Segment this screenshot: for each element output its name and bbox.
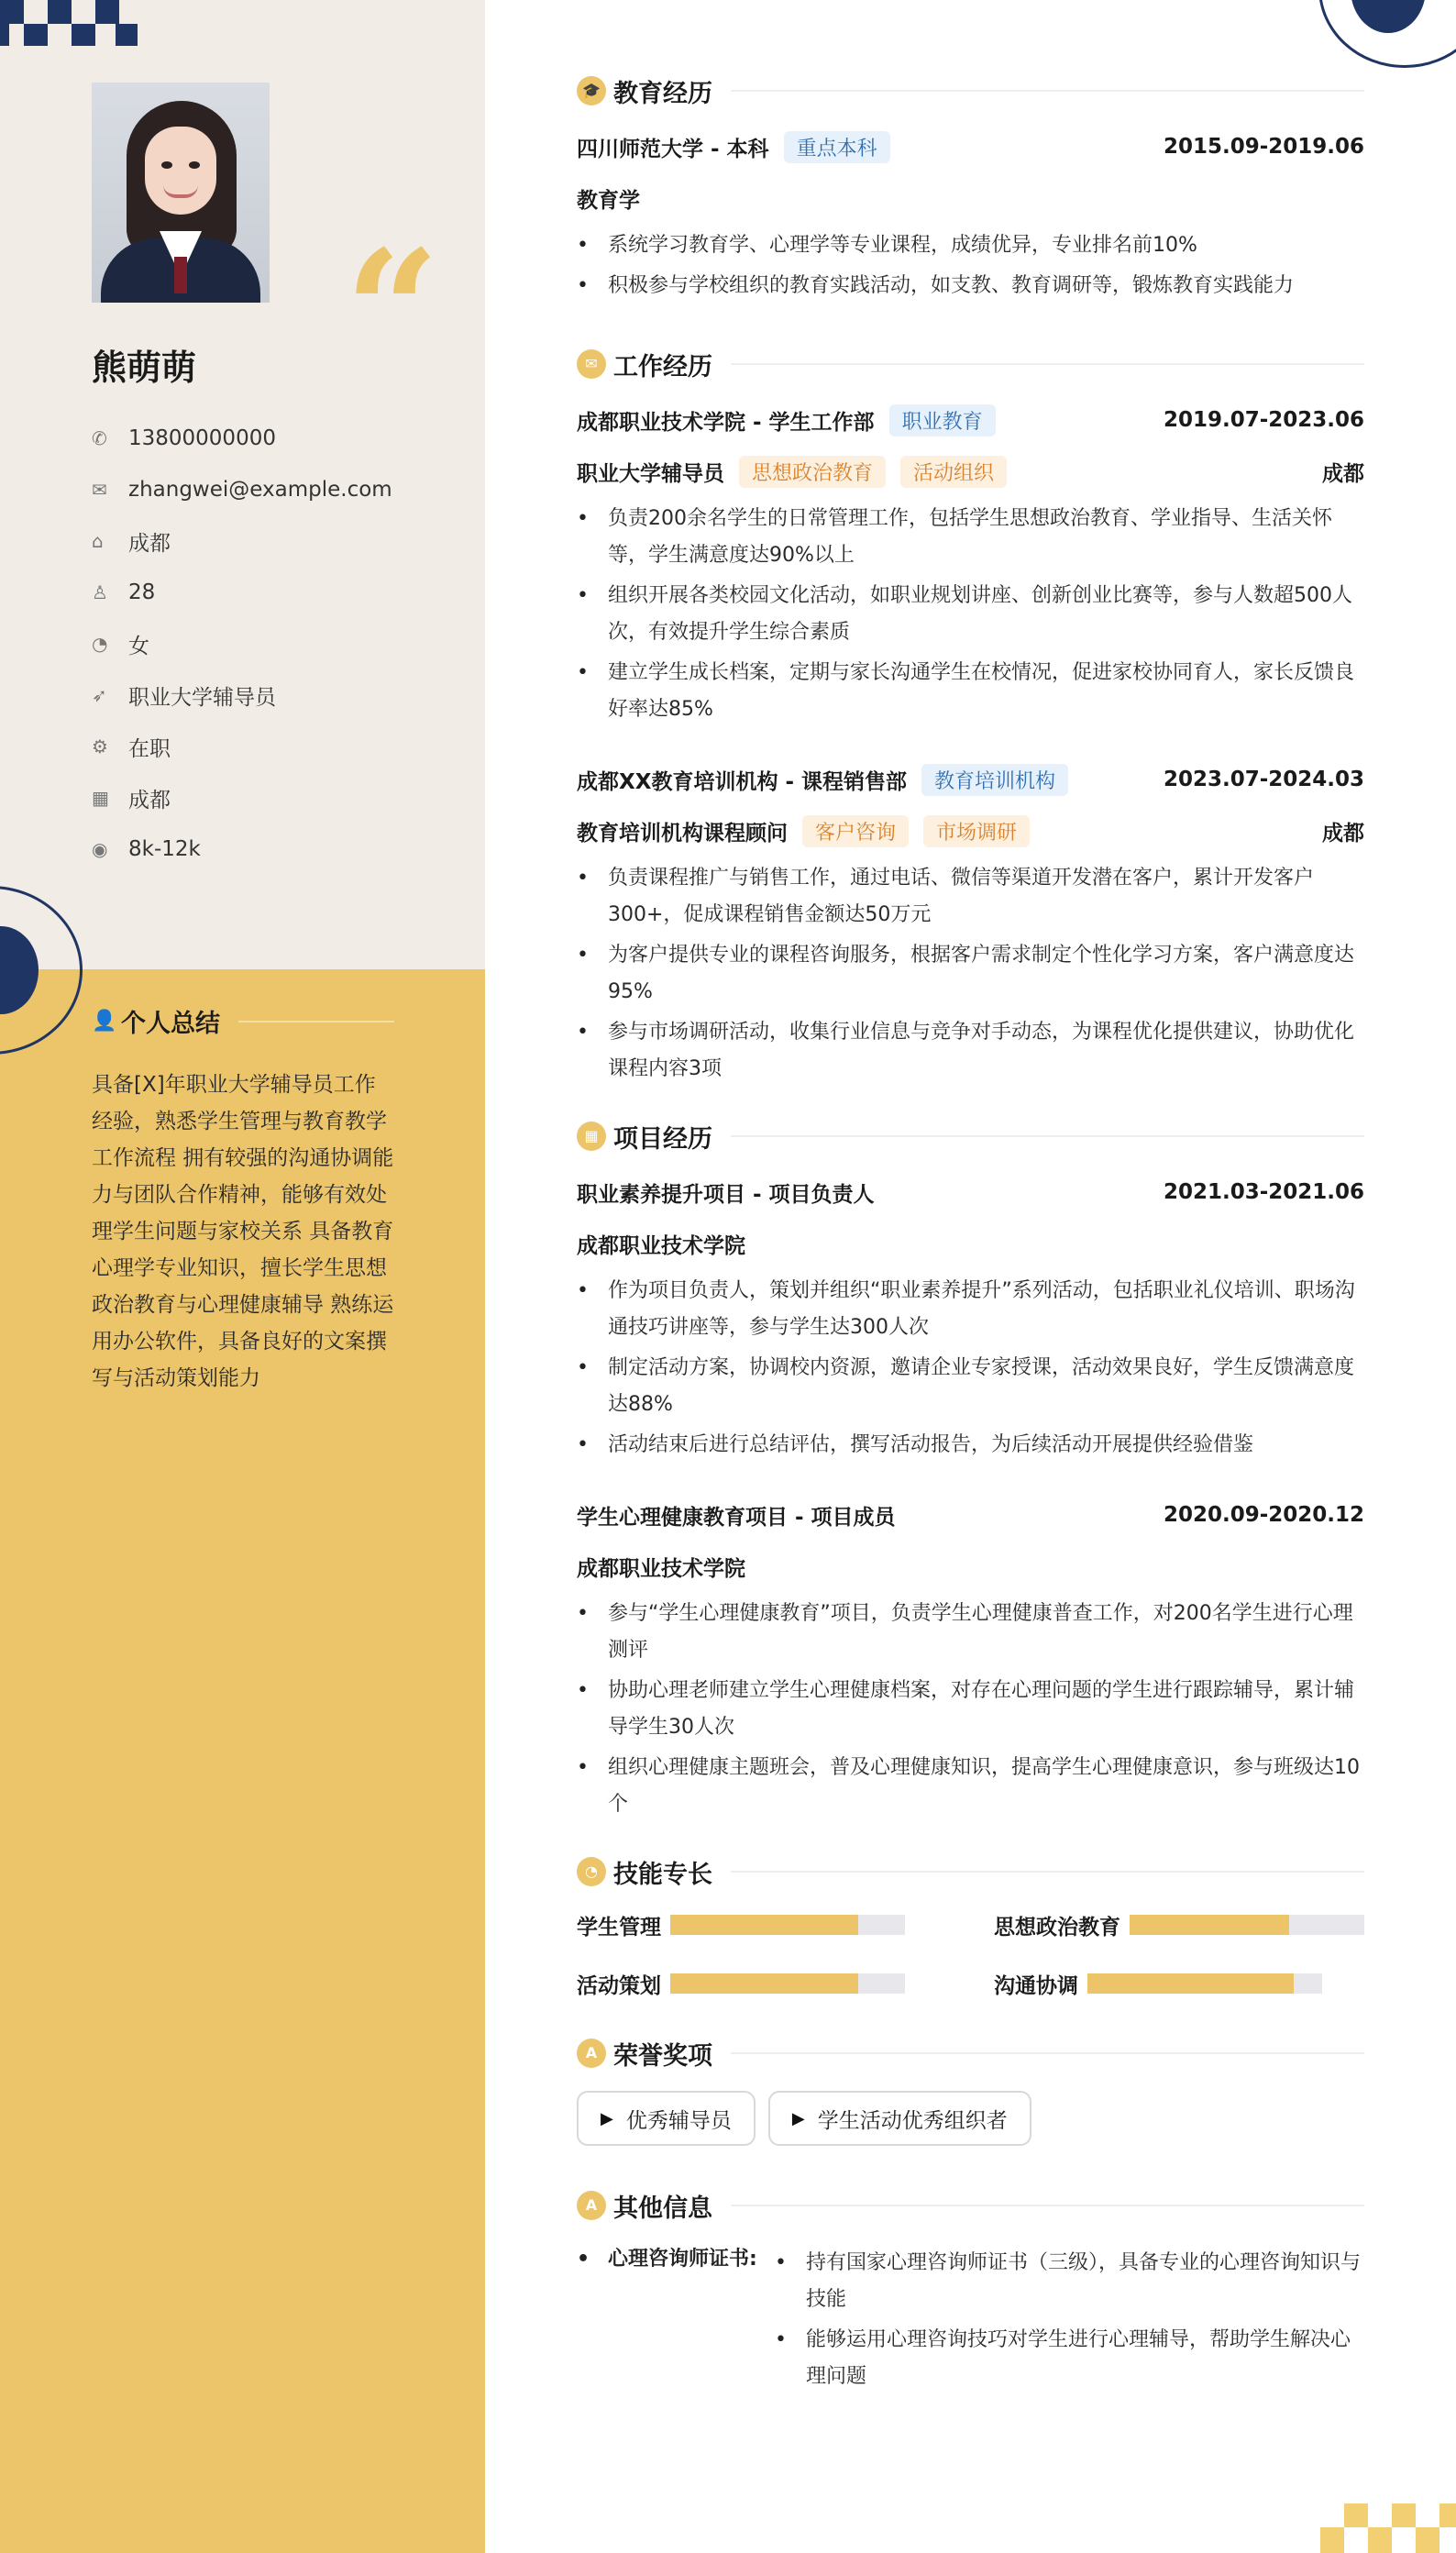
skill-bar — [670, 1915, 905, 1935]
skill-name: 思想政治教育 — [994, 1915, 1120, 1940]
contact-value: 成都 — [128, 788, 171, 812]
skill-name: 沟通协调 — [994, 1973, 1078, 1998]
play-icon: ▶ — [791, 2108, 805, 2128]
project-bullet: • 协助心理老师建立学生心理健康档案，对存在心理问题的学生进行跟踪辅导，累计辅导学生30人次 — [577, 1673, 1364, 1746]
job-city: 成都 — [1322, 821, 1364, 845]
contact-value: zhangwei@example.com — [128, 478, 392, 502]
project-items — [577, 1166, 1364, 1823]
job-skill-tag: 活动组织 — [900, 456, 1007, 488]
contact-value: 8k-12k — [128, 837, 201, 861]
job-org-tag: 职业教育 — [889, 404, 996, 437]
spacer — [577, 1464, 1364, 1489]
job-bullets — [577, 501, 1364, 728]
skills-grid — [577, 1904, 1364, 2005]
job-header-row — [577, 754, 1364, 805]
education-bullet: • 积极参与学校组织的教育实践活动，如支教、教育调研等，锻炼教育实践能力 — [577, 268, 1364, 304]
job-bullet: • 负责课程推广与销售工作，通过电话、微信等渠道开发潜在客户，累计开发客户300+，促成课程销售金额达50万元 — [577, 860, 1364, 934]
graduation-cap-icon: 🎓 — [577, 76, 606, 105]
contact-value: 13800000000 — [128, 426, 276, 450]
job-org: 成都职业技术学院 - 学生工作部 — [577, 410, 875, 435]
skill-bar — [1130, 1915, 1364, 1935]
award-icon: A — [577, 2039, 606, 2068]
job-org-tag: 教育培训机构 — [921, 764, 1068, 796]
contact-item — [92, 721, 392, 772]
job-bullet: • 参与市场调研活动，收集行业信息与竞争对手动态，为课程优化提供建议，协助优化课程内容3项 — [577, 1014, 1364, 1088]
briefcase-icon: ✉ — [577, 349, 606, 379]
skill-name: 学生管理 — [577, 1915, 661, 1940]
job-role-row — [577, 805, 1364, 857]
mail-icon: ✉ — [92, 479, 107, 501]
contact-item — [92, 413, 392, 464]
badge-icon: A — [577, 2191, 606, 2220]
summary-section-title — [92, 1003, 394, 1039]
other-bullet: • 持有国家心理咨询师证书（三级），具备专业的心理咨询知识与技能 — [775, 2245, 1364, 2318]
age-icon: ♙ — [92, 581, 108, 603]
avatar — [92, 83, 270, 303]
contact-item — [92, 464, 392, 515]
main-content — [577, 68, 1364, 2395]
job-bullet: • 为客户提供专业的课程咨询服务，根据客户需求制定个性化学习方案，客户满意度达95% — [577, 937, 1364, 1011]
skill-bar-fill — [670, 1973, 858, 1994]
contact-value: 28 — [128, 580, 156, 604]
skills-section-title: ◔ 技能专长 — [577, 1849, 1364, 1895]
city-icon: ▦ — [92, 787, 109, 809]
contact-value: 成都 — [128, 531, 171, 556]
honors-section-title: A 荣誉奖项 — [577, 2030, 1364, 2076]
skill-item — [577, 1962, 926, 2005]
sidebar — [0, 0, 485, 2553]
other-info — [577, 2241, 1364, 2395]
project-bullet: • 组织心理健康主题班会，普及心理健康知识，提高学生心理健康意识，参与班级达10个 — [577, 1750, 1364, 1823]
other-items — [775, 2241, 1364, 2395]
skill-bar-fill — [1087, 1973, 1294, 1994]
person-icon: 👤 — [92, 1010, 117, 1033]
education-row — [577, 121, 1364, 172]
salary-icon: ◉ — [92, 838, 108, 860]
job-bullet: • 建立学生成长档案，定期与家长沟通学生在校情况，促进家校协同育人，家长反馈良好率达85% — [577, 655, 1364, 728]
projects-section-title: ▦ 项目经历 — [577, 1113, 1364, 1159]
project-bullet: • 制定活动方案，协调校内资源，邀请企业专家授课，活动效果良好，学生反馈满意度达88% — [577, 1350, 1364, 1423]
skill-bar-fill — [1130, 1915, 1289, 1935]
job-date: 2023.07-2024.03 — [1163, 768, 1364, 791]
school-name: 四川师范大学 - 本科 — [577, 137, 769, 161]
project-date: 2020.09-2020.12 — [1163, 1503, 1364, 1527]
job-date: 2019.07-2023.06 — [1163, 408, 1364, 432]
other-bullet: • 能够运用心理咨询技巧对学生进行心理辅导，帮助学生解决心理问题 — [775, 2322, 1364, 2395]
education-date: 2015.09-2019.06 — [1163, 135, 1364, 159]
school-tag: 重点本科 — [784, 131, 890, 163]
project-org: 成都职业技术学院 — [577, 1556, 745, 1581]
job-role: 教育培训机构课程顾问 — [577, 821, 788, 845]
play-icon: ▶ — [601, 2108, 613, 2128]
bottom-checker-decoration — [1320, 2503, 1456, 2553]
honors-list — [577, 2091, 1364, 2146]
skill-item — [994, 1904, 1364, 1946]
project-name: 职业素养提升项目 - 项目负责人 — [577, 1182, 875, 1207]
contact-item — [92, 669, 392, 721]
pie-chart-icon: ◔ — [577, 1857, 606, 1886]
job-city: 成都 — [1322, 461, 1364, 486]
contact-item — [92, 567, 392, 618]
other-label: • 心理咨询师证书: — [577, 2241, 775, 2395]
job-skill-tag: 客户咨询 — [802, 815, 909, 847]
home-icon: ⌂ — [92, 530, 104, 552]
project-bullet: • 参与“学生心理健康教育”项目，负责学生心理健康普查工作，对200名学生进行心理测评 — [577, 1596, 1364, 1669]
project-bullets — [577, 1596, 1364, 1823]
work-section-title: ✉ 工作经历 — [577, 341, 1364, 387]
project-org: 成都职业技术学院 — [577, 1233, 745, 1258]
skill-bar-fill — [670, 1915, 858, 1935]
major-row — [577, 172, 1364, 224]
honor-badge — [768, 2091, 1031, 2146]
skill-bar — [1087, 1973, 1322, 1994]
contact-list — [92, 413, 392, 875]
contact-item — [92, 823, 392, 875]
project-bullets — [577, 1273, 1364, 1464]
skill-item — [577, 1904, 926, 1946]
job-skill-tag: 市场调研 — [923, 815, 1030, 847]
checker-decoration — [0, 0, 139, 48]
contact-item — [92, 515, 392, 567]
job-org-group — [577, 404, 996, 437]
education-section-title: 🎓 教育经历 — [577, 68, 1364, 114]
job-org: 成都XX教育培训机构 - 课程销售部 — [577, 769, 908, 794]
contact-value: 在职 — [128, 736, 171, 761]
work-jobs — [577, 394, 1364, 1088]
honor-badge — [577, 2091, 756, 2146]
grid-icon: ▦ — [577, 1122, 606, 1151]
education-bullet: • 系统学习教育学、心理学等专业课程，成绩优异，专业排名前10% — [577, 227, 1364, 264]
project-org-row — [577, 1541, 1364, 1592]
status-icon: ⚙ — [92, 735, 108, 757]
major: 教育学 — [577, 188, 640, 213]
contact-value: 职业大学辅导员 — [128, 685, 276, 710]
job-role: 职业大学辅导员 — [577, 461, 724, 486]
project-header-row — [577, 1489, 1364, 1541]
education-bullets — [577, 227, 1364, 304]
position-icon: ➶ — [92, 684, 107, 706]
job-role-group — [577, 456, 1007, 488]
contact-item — [92, 618, 392, 669]
project-header-row — [577, 1166, 1364, 1218]
phone-icon: ✆ — [92, 427, 107, 449]
skill-bar — [670, 1973, 905, 1994]
job-header-row — [577, 394, 1364, 446]
skill-name: 活动策划 — [577, 1973, 661, 1998]
project-org-row — [577, 1218, 1364, 1269]
job-role-group — [577, 815, 1030, 847]
job-skill-tag: 思想政治教育 — [739, 456, 886, 488]
job-org-group — [577, 764, 1068, 796]
project-name: 学生心理健康教育项目 - 项目成员 — [577, 1505, 896, 1530]
job-bullets — [577, 860, 1364, 1088]
profile-name: 熊萌萌 — [92, 348, 197, 388]
project-date: 2021.03-2021.06 — [1163, 1180, 1364, 1204]
job-bullet: • 负责200余名学生的日常管理工作，包括学生思想政治教育、学业指导、生活关怀等，学生满意度达90%以上 — [577, 501, 1364, 574]
honor-label: 学生活动优秀组织者 — [817, 2108, 1008, 2133]
contact-item — [92, 772, 392, 823]
gender-icon: ◔ — [92, 633, 108, 655]
contact-value: 女 — [128, 634, 149, 658]
summary-text: 具备[X]年职业大学辅导员工作经验，熟悉学生管理与教育教学工作流程 拥有较强的沟通协调能力与团队合作精神，能够有效处理学生问题与家校关系 具备教育心理学专业知识，擅长学生思想政治教育与心理健康辅导 熟练运用办公软件，具备良好的文案撰写与活动策划能力 — [92, 1073, 394, 1390]
job-role-row — [577, 446, 1364, 497]
project-bullet: • 活动结束后进行总结评估，撰写活动报告，为后续活动开展提供经验借鉴 — [577, 1427, 1364, 1464]
skill-item — [994, 1962, 1364, 2005]
summary-title-text: 个人总结 — [121, 1010, 220, 1038]
project-bullet: • 作为项目负责人，策划并组织“职业素养提升”系列活动，包括职业礼仪培训、职场沟通技巧讲座等，参与学生达300人次 — [577, 1273, 1364, 1346]
quote-mark-icon: “ — [345, 215, 440, 408]
spacer — [577, 728, 1364, 754]
honor-label: 优秀辅导员 — [625, 2108, 732, 2133]
job-bullet: • 组织开展各类校园文化活动，如职业规划讲座、创新创业比赛等，参与人数超500人次，有效提升学生综合素质 — [577, 578, 1364, 651]
other-section-title: A 其他信息 — [577, 2183, 1364, 2228]
